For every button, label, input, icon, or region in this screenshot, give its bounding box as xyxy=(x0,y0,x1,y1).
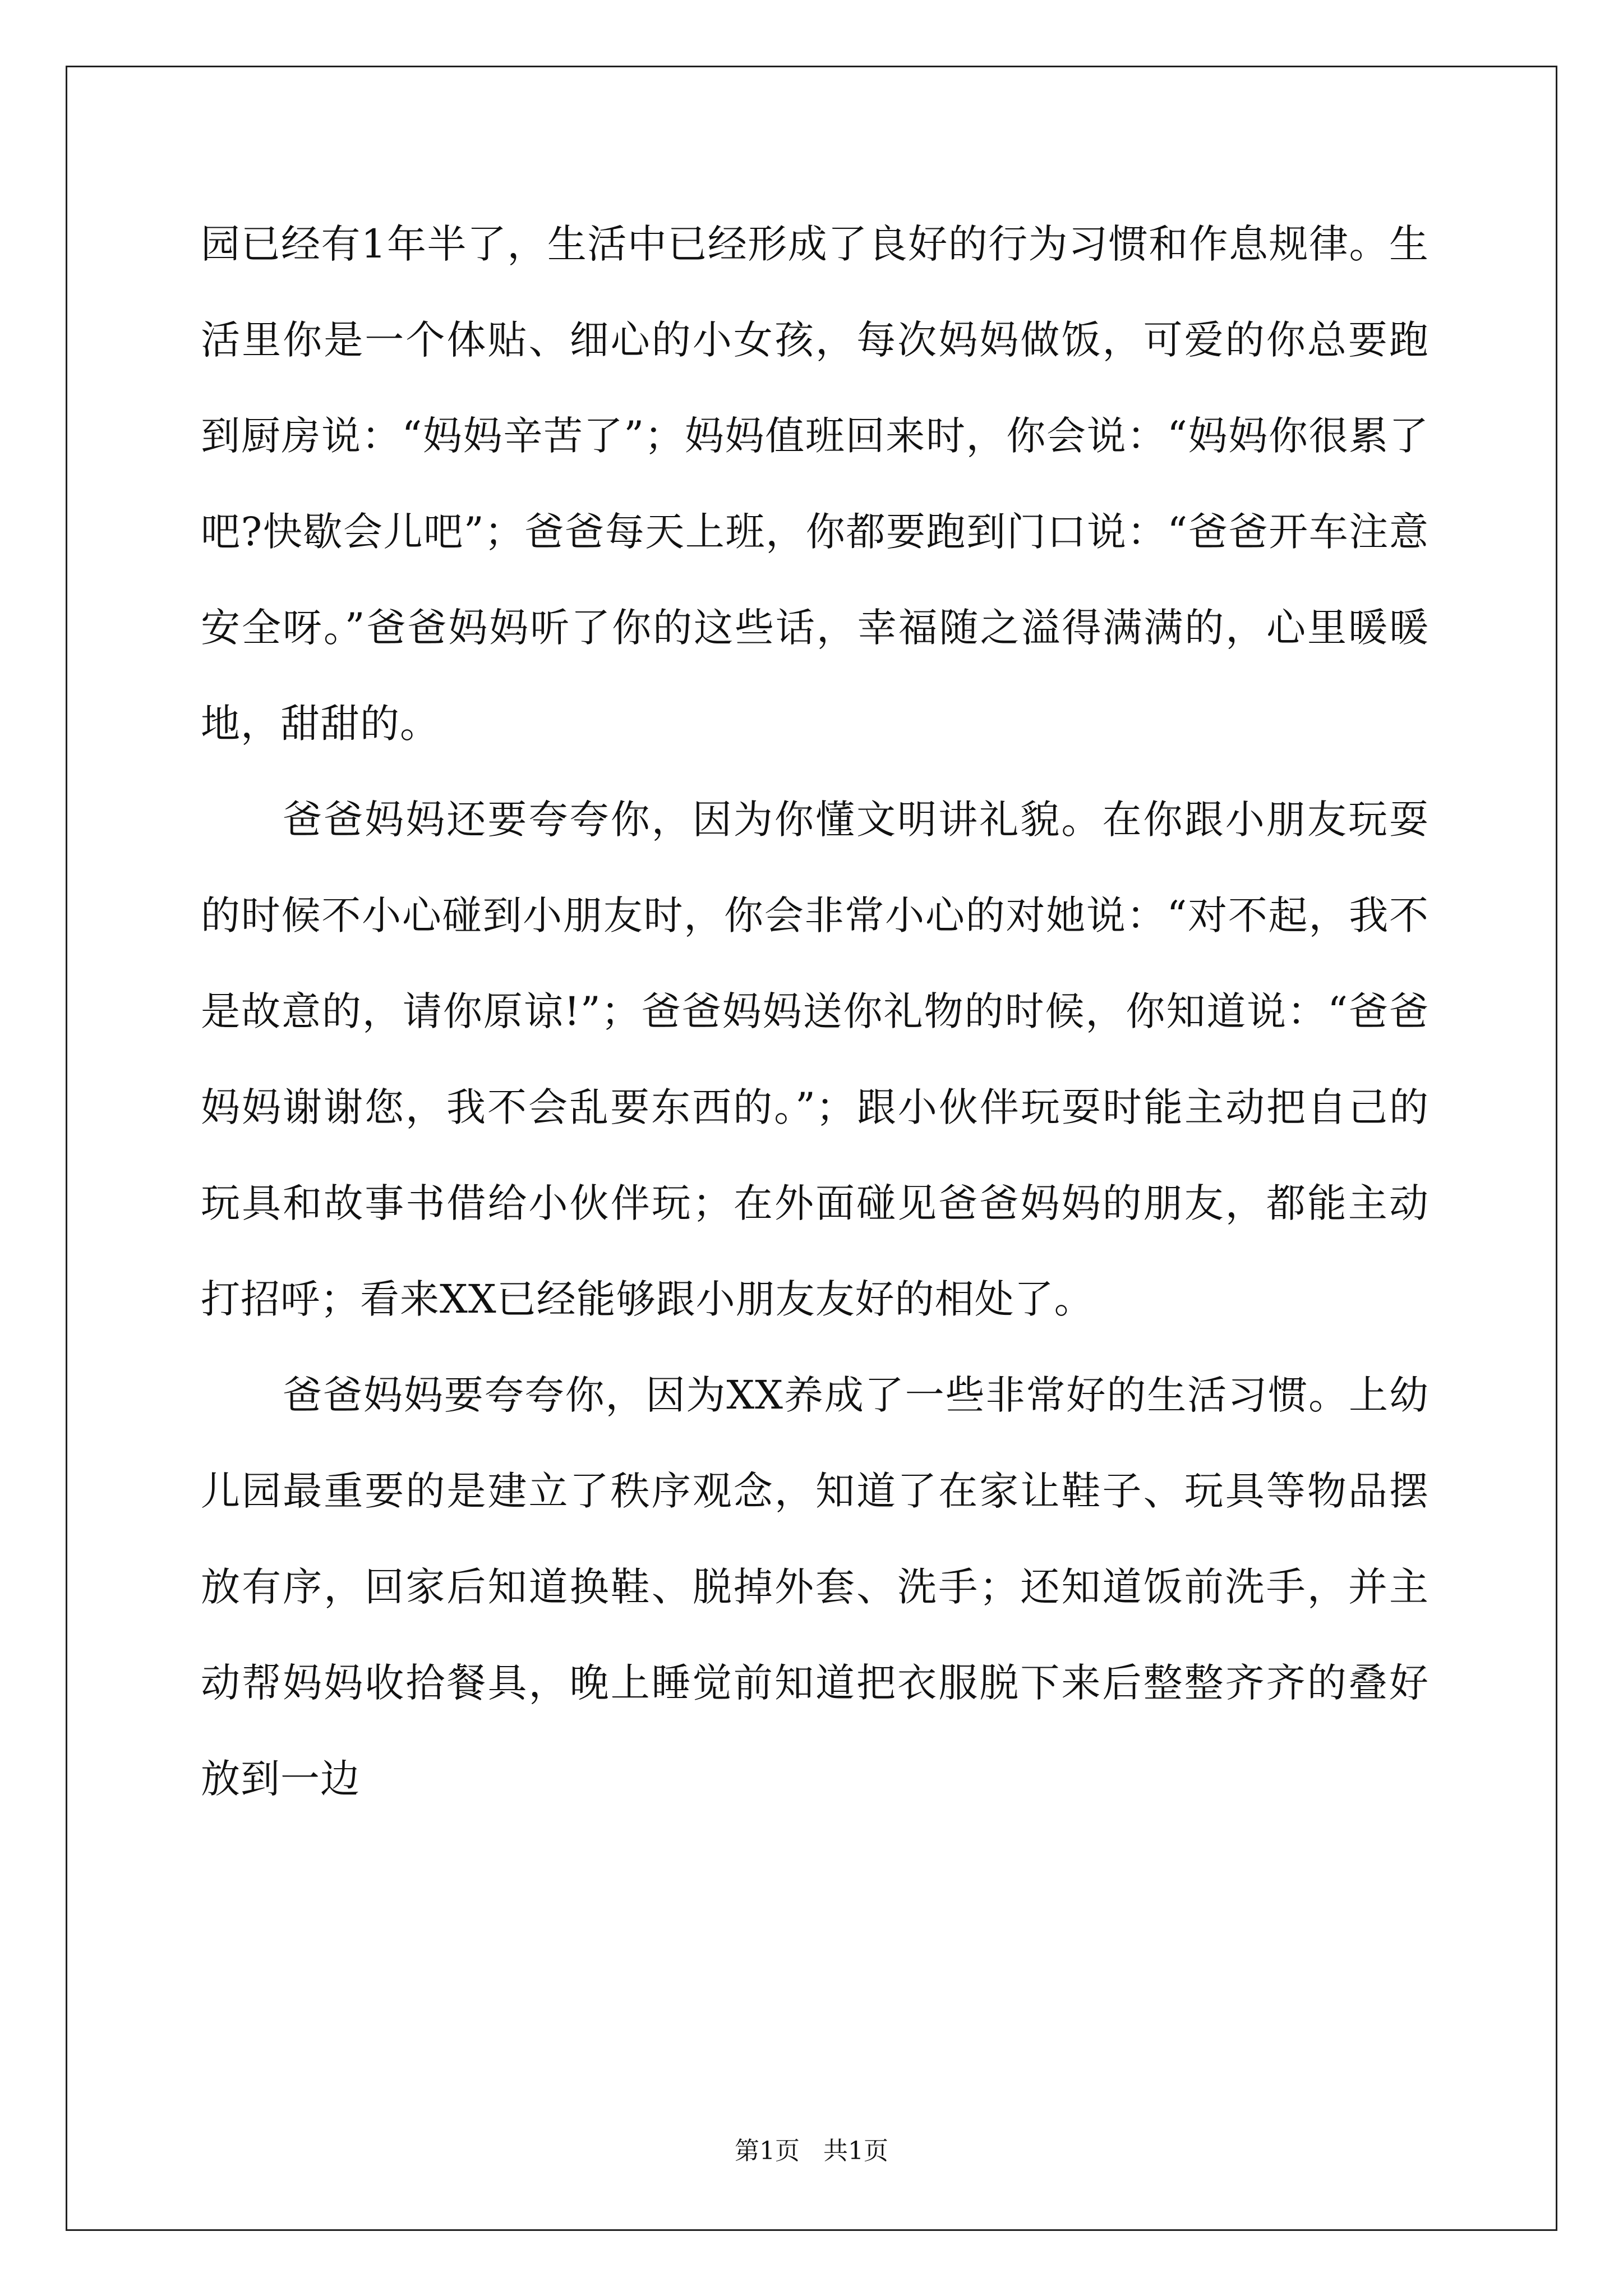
page-number-total: 共1页 xyxy=(823,2137,888,2165)
paragraph-1: 园已经有1年半了，生活中已经形成了良好的行为习惯和作息规律。生活里你是一个体贴、细心的小女孩，每次妈妈做饭，可爱的你总要跑到厨房说：“妈妈辛苦了”；妈妈值班回来时，你会说：“妈妈你很累了吧?快歇会儿吧”；爸爸每天上班，你都要跑到门口说：“爸爸开车注意安全呀。”爸爸妈妈听了你的这些话，幸福随之溢得满满的，心里暖暖地，甜甜的。 xyxy=(201,221,1429,747)
paragraph-3: 爸爸妈妈要夸夸你，因为XX养成了一些非常好的生活习惯。上幼儿园最重要的是建立了秩序观念，知道了在家让鞋子、玩具等物品摆放有序，回家后知道换鞋、脱掉外套、洗手；还知道饭前洗手，并主动帮妈妈收拾餐具，晚上睡觉前知道把衣服脱下来后整整齐齐的叠好放到一边 xyxy=(201,1372,1429,1802)
paragraph-2: 爸爸妈妈还要夸夸你，因为你懂文明讲礼貌。在你跟小朋友玩耍的时候不小心碰到小朋友时，你会非常小心的对她说：“对不起，我不是故意的，请你原谅!”；爸爸妈妈送你礼物的时候，你知道说：“爸爸妈妈谢谢您，我不会乱要东西的。”；跟小伙伴玩耍时能主动把自己的玩具和故事书借给小伙伴玩；在外面碰见爸爸妈妈的朋友，都能主动打招呼；看来XX已经能够跟小朋友友好的相处了。 xyxy=(201,797,1429,1322)
page-footer xyxy=(0,2134,1623,2168)
page-number-current: 第1页 xyxy=(735,2137,800,2165)
document-body xyxy=(201,196,1429,1827)
